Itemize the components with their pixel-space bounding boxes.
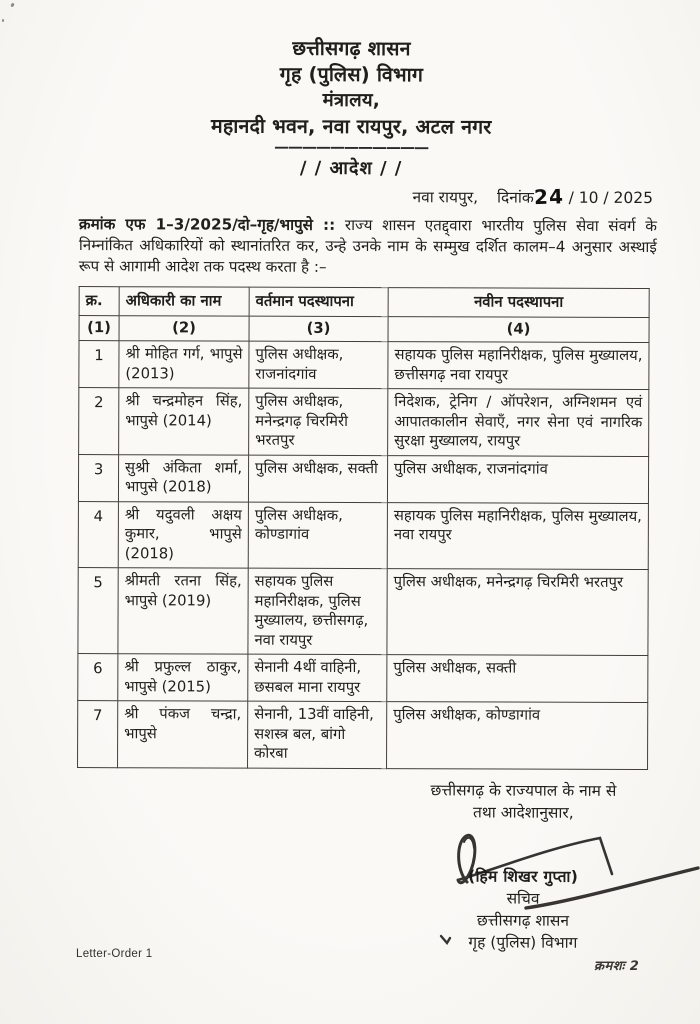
cell-current-posting: सेनानी, 13वीं वाहिनी, सशस्त्र बल, बांगो कोरबा xyxy=(248,701,387,768)
signatory-org-government: छत्तीसगढ़ शासन xyxy=(476,910,570,930)
cell-serial: 4 xyxy=(78,501,118,568)
table-subheader-row xyxy=(79,315,649,342)
cell-current-posting: पुलिस अधीक्षक, राजनांदगांव xyxy=(249,341,388,388)
cell-officer-name: सुश्री अंकिता शर्मा, भापुसे (2018) xyxy=(118,454,248,501)
cell-new-posting: पुलिस अधीक्षक, राजनांदगांव xyxy=(387,455,648,503)
cell-serial: 2 xyxy=(79,388,119,455)
subheader-4: (4) xyxy=(388,316,649,342)
subheader-2: (2) xyxy=(119,315,249,341)
cell-officer-name: श्रीमती रतना सिंह, भापुसे (2019) xyxy=(118,568,248,654)
dateline-label: दिनांक xyxy=(497,188,534,207)
letterhead-government: छत्तीसगढ़ शासन xyxy=(292,36,411,61)
page-label: Letter-Order 1 xyxy=(76,948,153,960)
cell-new-posting: सहायक पुलिस महानिरीक्षक, पुलिस मुख्यालय, नवा रायपुर xyxy=(387,502,648,569)
cell-serial: 1 xyxy=(79,341,119,388)
cell-serial: 6 xyxy=(78,654,118,701)
authority-line-1: छत्तीसगढ़ के राज्यपाल के नाम से xyxy=(430,780,617,800)
cell-officer-name: श्री प्रफुल्ल ठाकुर, भापुसे (2015) xyxy=(118,654,248,701)
signatory-title: सचिव xyxy=(506,889,540,908)
cell-new-posting: पुलिस अधीक्षक, मनेन्द्रगढ़ चिरमिरी भरतपुर xyxy=(387,569,648,656)
authority-line-2: तथा आदेशानुसार, xyxy=(472,802,574,822)
order-intro-body: राज्य शासन एतद्द्वारा भारतीय पुलिस सेवा संवर्ग के निम्नांकित अधिकारियों को स्थानांतरित कर, उन्हे उनके नाम के सम्मुख दर्शित कालम–4 अनुसार अस्थाई रूप से आगामी आदेश तक पदस्थ करता है :– xyxy=(78,215,657,276)
dateline-rest: / 10 / 2025 xyxy=(568,188,654,208)
letterhead xyxy=(1,35,700,141)
order-intro-paragraph xyxy=(79,214,657,279)
letterhead-department: गृह (पुलिस) विभाग xyxy=(279,62,424,87)
table-row xyxy=(79,341,649,390)
dateline xyxy=(1,185,700,209)
cell-serial: 7 xyxy=(78,701,118,768)
signature-block xyxy=(380,779,666,978)
table-row xyxy=(78,701,648,769)
letterhead-address: महानदी भवन, नवा रायपुर, अटल नगर xyxy=(210,114,492,139)
col-header-current-posting: वर्तमान पदस्थापना xyxy=(249,287,388,316)
table-row xyxy=(78,654,648,703)
handwritten-date: 24 xyxy=(533,184,565,210)
cell-officer-name: श्री मोहित गर्ग, भापुसे (2013) xyxy=(119,341,249,388)
signatory-name: (हिम शिखर गुप्ता) xyxy=(468,866,579,886)
table-row xyxy=(78,568,648,656)
transfer-table xyxy=(77,286,650,769)
cell-current-posting: पुलिस अधीक्षक, मनेन्द्रगढ़ चिरमिरी भरतपुर xyxy=(249,388,388,455)
continuation-note: क्रमशः 2 xyxy=(594,958,640,974)
col-header-new-posting: नवीन पदस्थापना xyxy=(388,288,649,317)
cell-new-posting: पुलिस अधीक्षक, कोण्डागांव xyxy=(387,702,648,769)
order-title: / / आदेश / / xyxy=(299,157,403,180)
col-header-officer-name: अधिकारी का नाम xyxy=(119,287,249,316)
dateline-place: नवा रायपुर, xyxy=(412,188,479,207)
letterhead-ministry: मंत्रालय, xyxy=(322,89,381,112)
cell-officer-name: श्री यदुवली अक्षय कुमार, भापुसे (2018) xyxy=(118,501,248,568)
table-row xyxy=(78,454,648,503)
cell-new-posting: पुलिस अधीक्षक, सक्ती xyxy=(387,655,648,703)
cell-officer-name: श्री चन्द्रमोहन सिंह, भापुसे (2014) xyxy=(119,388,249,455)
cell-current-posting: सेनानी 4थीं वाहिनी, छसबल माना रायपुर xyxy=(248,654,387,701)
cell-new-posting: सहायक पुलिस महानिरीक्षक, पुलिस मुख्यालय, छत्तीसगढ़ नवा रायपुर xyxy=(388,342,649,390)
cell-serial: 3 xyxy=(78,454,118,501)
signature-area xyxy=(381,823,666,866)
table-header-row xyxy=(79,287,649,317)
table-row xyxy=(79,388,649,456)
cell-serial: 5 xyxy=(78,568,118,654)
subheader-1: (1) xyxy=(79,315,119,341)
cell-current-posting: पुलिस अधीक्षक, सक्ती xyxy=(248,455,387,502)
cell-new-posting: निदेशक, ट्रेनिग / ऑपरेशन, अग्निशमन एवं आपातकालीन सेवाएँ, नगर सेना एवं नागरिक सुरक्षा मुख्यालय, रायपुर xyxy=(388,389,649,456)
cell-officer-name: श्री पंकज चन्द्रा, भापुसे xyxy=(118,701,248,768)
header-separator: ——————————— xyxy=(274,137,429,157)
signatory-org-department: गृह (पुलिस) विभाग xyxy=(468,932,578,952)
order-reference-number: क्रमांक एफ 1–3/2025/दो–गृह/भापुसे :: xyxy=(78,215,336,234)
table-row xyxy=(78,501,648,569)
col-header-serial: क्र. xyxy=(79,287,119,316)
cell-current-posting: सहायक पुलिस महानिरीक्षक, पुलिस मुख्यालय, छत्तीसगढ़, नवा रायपुर xyxy=(248,568,387,654)
cell-current-posting: पुलिस अधीक्षक, कोण्डागांव xyxy=(248,502,387,569)
subheader-3: (3) xyxy=(249,316,388,342)
